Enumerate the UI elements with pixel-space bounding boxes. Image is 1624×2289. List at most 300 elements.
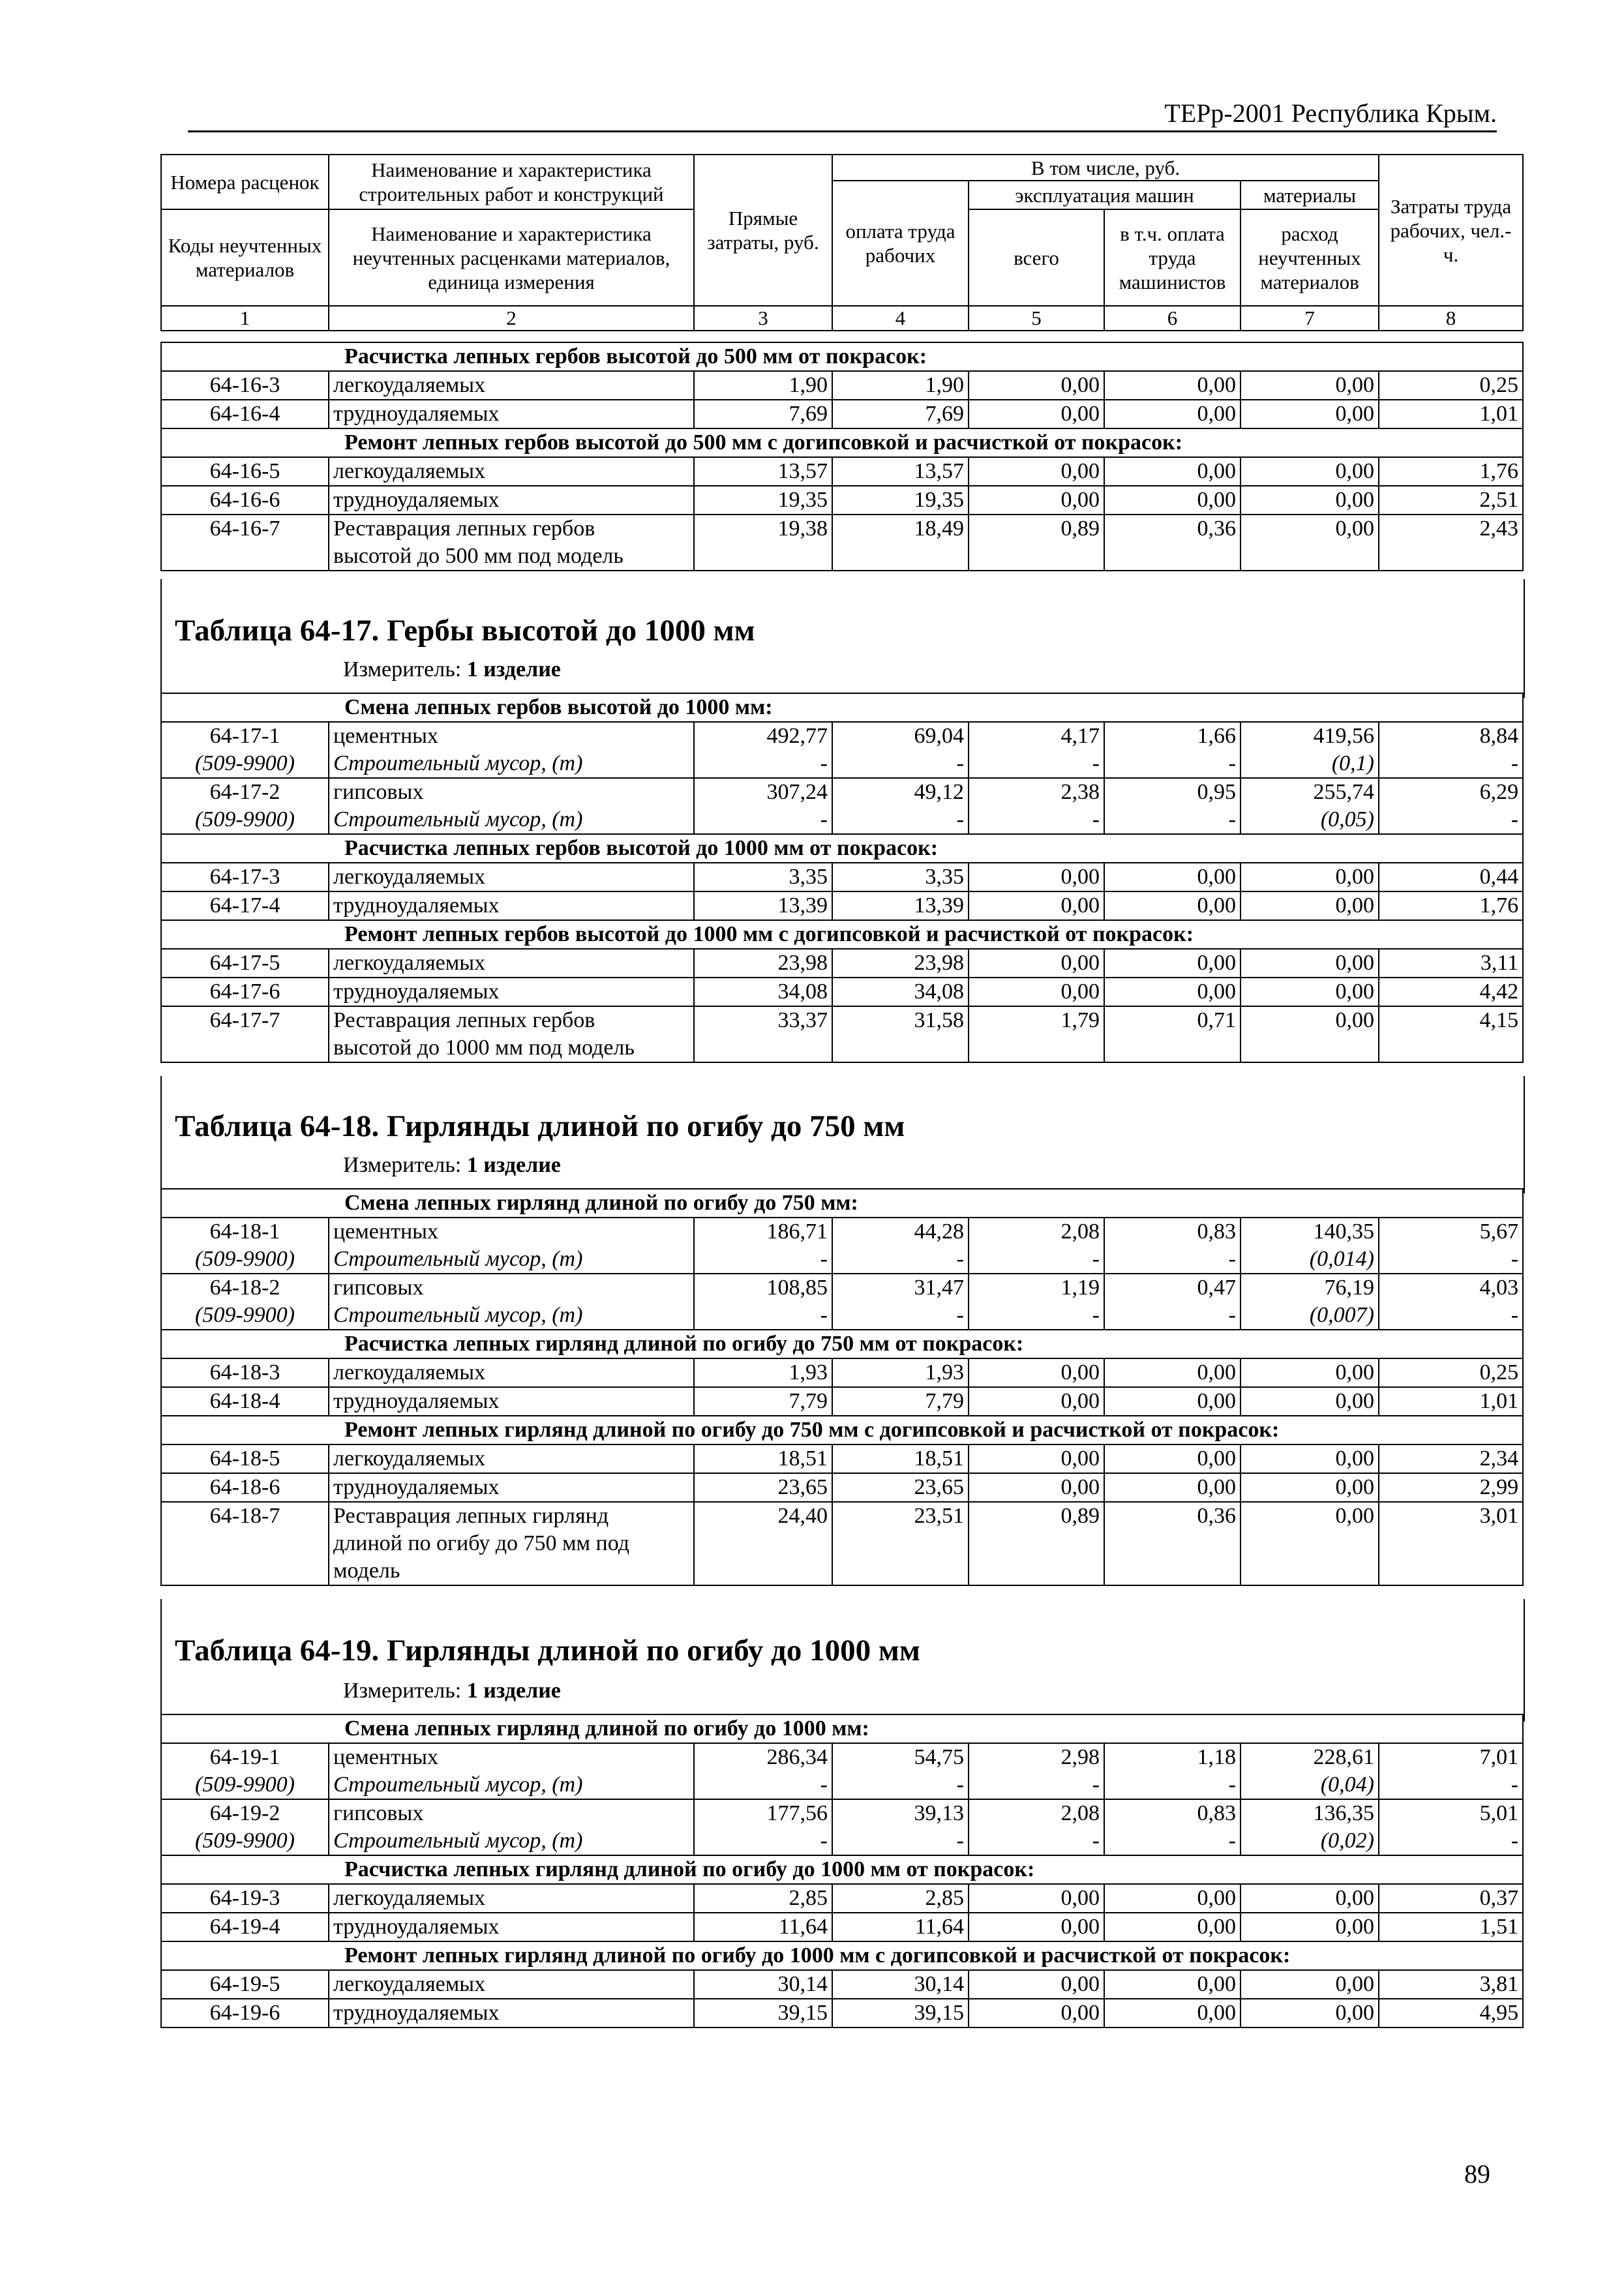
table-row	[161, 515, 1523, 543]
machines-total: 0,00	[969, 1387, 1104, 1416]
section-heading: Смена лепных гербов высотой до 1000 мм:	[161, 693, 1523, 722]
rate-code: 64-16-6	[161, 486, 329, 515]
header-operator-pay: в т.ч. оплата труда машинистов	[1104, 209, 1241, 306]
table-row-continuation	[161, 1034, 1523, 1062]
dash: -	[832, 1302, 969, 1330]
labor-hours: 5,01	[1379, 1799, 1523, 1827]
machines-total: 0,00	[969, 891, 1104, 920]
direct-costs: 1,93	[694, 1358, 832, 1387]
materials: 0,00	[1241, 1006, 1379, 1034]
direct-costs: 23,65	[694, 1473, 832, 1502]
machines-total: 0,00	[969, 1970, 1104, 1999]
table-64-18	[160, 1188, 1524, 1586]
table-64-17	[160, 693, 1524, 1063]
dash: -	[1379, 1827, 1523, 1855]
header-material-consumption: расход неучтенных материалов	[1241, 209, 1379, 306]
worker-pay: 19,35	[832, 486, 969, 515]
worker-pay: 39,15	[832, 1999, 969, 2027]
work-name: трудноудаляемых	[329, 1999, 694, 2027]
column-number: 8	[1379, 306, 1523, 331]
direct-costs: 2,85	[694, 1884, 832, 1913]
table-title-64-19: Таблица 64-19. Гирлянды длиной по огибу до 1000 мм	[175, 1634, 920, 1668]
material-name: Строительный мусор, (т)	[329, 1827, 694, 1855]
materials: 0,00	[1241, 371, 1379, 400]
header-rate-numbers: Номера расценок	[161, 155, 329, 209]
table-row-continuation	[161, 1557, 1523, 1585]
column-number: 4	[832, 306, 969, 331]
labor-hours: 2,34	[1379, 1444, 1523, 1473]
rate-code: 64-16-7	[161, 515, 329, 543]
operator-pay: 0,00	[1104, 1913, 1241, 1941]
column-number: 3	[694, 306, 832, 331]
rate-code: 64-18-2	[161, 1274, 329, 1302]
work-name: трудноудаляемых	[329, 978, 694, 1006]
header-machine-operation: эксплуатация машин	[969, 181, 1241, 209]
measurement-unit: Измеритель: 1 изделие	[343, 1679, 561, 1703]
materials: 0,00	[1241, 400, 1379, 428]
direct-costs: 7,69	[694, 400, 832, 428]
worker-pay: 44,28	[832, 1218, 969, 1246]
worker-pay: 31,58	[832, 1006, 969, 1034]
column-number: 2	[329, 306, 694, 331]
rate-code: 64-18-4	[161, 1387, 329, 1416]
table-row	[161, 371, 1523, 400]
work-name: трудноудаляемых	[329, 1913, 694, 1941]
rate-code: 64-19-5	[161, 1970, 329, 1999]
work-name: легкоудаляемых	[329, 371, 694, 400]
operator-pay: 0,00	[1104, 1970, 1241, 1999]
table-row	[161, 949, 1523, 978]
worker-pay: 3,35	[832, 863, 969, 891]
operator-pay: 0,83	[1104, 1799, 1241, 1827]
materials: 0,00	[1241, 949, 1379, 978]
labor-hours: 1,76	[1379, 891, 1523, 920]
dash: -	[969, 1771, 1104, 1799]
worker-pay: 39,13	[832, 1799, 969, 1827]
materials: 0,00	[1241, 515, 1379, 543]
direct-costs: 19,38	[694, 515, 832, 543]
table-title-64-17: Таблица 64-17. Гербы высотой до 1000 мм	[175, 614, 755, 648]
operator-pay: 0,00	[1104, 400, 1241, 428]
dash: -	[832, 1771, 969, 1799]
work-name: трудноудаляемых	[329, 1473, 694, 1502]
direct-costs: 19,35	[694, 486, 832, 515]
work-name: Реставрация лепных гирлянд	[329, 1502, 694, 1530]
table-64-16-body	[160, 342, 1524, 571]
work-name: трудноудаляемых	[329, 486, 694, 515]
operator-pay: 0,95	[1104, 778, 1241, 806]
dash: -	[969, 1302, 1104, 1330]
material-name: Строительный мусор, (т)	[329, 806, 694, 834]
machines-total: 2,08	[969, 1799, 1104, 1827]
material-code: (509-9900)	[161, 1827, 329, 1855]
material-code: (509-9900)	[161, 1302, 329, 1330]
table-row	[161, 1218, 1523, 1246]
column-number: 7	[1241, 306, 1379, 331]
labor-hours: 0,25	[1379, 1358, 1523, 1387]
work-name: гипсовых	[329, 1274, 694, 1302]
operator-pay: 1,18	[1104, 1743, 1241, 1771]
work-name: гипсовых	[329, 1799, 694, 1827]
column-number: 5	[969, 306, 1104, 331]
labor-hours: 4,15	[1379, 1006, 1523, 1034]
table-row	[161, 1743, 1523, 1771]
work-name: Реставрация лепных гербов	[329, 515, 694, 543]
rate-code: 64-19-1	[161, 1743, 329, 1771]
work-name: легкоудаляемых	[329, 457, 694, 486]
column-number: 6	[1104, 306, 1241, 331]
machines-total: 0,00	[969, 400, 1104, 428]
section-heading: Ремонт лепных гербов высотой до 500 мм с догипсовкой и расчисткой от покрасок:	[161, 428, 1523, 457]
worker-pay: 11,64	[832, 1913, 969, 1941]
operator-pay: 0,00	[1104, 371, 1241, 400]
running-header: ТЕРр-2001 Республика Крым.	[1164, 98, 1497, 128]
direct-costs: 13,39	[694, 891, 832, 920]
materials: 76,19	[1241, 1274, 1379, 1302]
direct-costs: 18,51	[694, 1444, 832, 1473]
worker-pay: 13,57	[832, 457, 969, 486]
work-name: трудноудаляемых	[329, 400, 694, 428]
table-row	[161, 1502, 1523, 1530]
material-code: (509-9900)	[161, 1246, 329, 1274]
work-name: трудноудаляемых	[329, 1387, 694, 1416]
section-heading: Ремонт лепных гирлянд длиной по огибу до 750 мм с догипсовкой и расчисткой от покрасок:	[161, 1416, 1523, 1444]
materials: 0,00	[1241, 1444, 1379, 1473]
machines-total: 2,98	[969, 1743, 1104, 1771]
table-title-64-18: Таблица 64-18. Гирлянды длиной по огибу до 750 мм	[175, 1109, 905, 1143]
section-heading: Расчистка лепных гербов высотой до 500 мм от покрасок:	[161, 342, 1523, 371]
section-heading: Ремонт лепных гербов высотой до 1000 мм с догипсовкой и расчисткой от покрасок:	[161, 920, 1523, 949]
operator-pay: 1,66	[1104, 722, 1241, 750]
rate-code: 64-17-4	[161, 891, 329, 920]
rate-code: 64-17-2	[161, 778, 329, 806]
materials: 0,00	[1241, 1502, 1379, 1530]
materials: 0,00	[1241, 1884, 1379, 1913]
table-row	[161, 1913, 1523, 1941]
operator-pay: 0,00	[1104, 891, 1241, 920]
dash: -	[832, 1827, 969, 1855]
dash: -	[1379, 750, 1523, 778]
measurement-unit: Измеритель: 1 изделие	[343, 657, 561, 681]
work-name: легкоудаляемых	[329, 1970, 694, 1999]
direct-costs: 3,35	[694, 863, 832, 891]
materials: 255,74	[1241, 778, 1379, 806]
rate-code: 64-18-5	[161, 1444, 329, 1473]
material-consumption: (0,02)	[1241, 1827, 1379, 1855]
page-number: 89	[1464, 2159, 1490, 2189]
operator-pay: 0,00	[1104, 486, 1241, 515]
work-name-continuation: длиной по огибу до 750 мм под	[329, 1530, 694, 1557]
operator-pay: 0,83	[1104, 1218, 1241, 1246]
direct-costs: 34,08	[694, 978, 832, 1006]
dash: -	[1104, 1302, 1241, 1330]
dash: -	[694, 1246, 832, 1274]
work-name: цементных	[329, 1743, 694, 1771]
measurement-unit: Измеритель: 1 изделие	[343, 1153, 561, 1177]
operator-pay: 0,00	[1104, 863, 1241, 891]
header-materials: материалы	[1241, 181, 1379, 209]
worker-pay: 23,98	[832, 949, 969, 978]
operator-pay: 0,00	[1104, 1387, 1241, 1416]
labor-hours: 2,99	[1379, 1473, 1523, 1502]
section-heading: Смена лепных гирлянд длиной по огибу до 1000 мм:	[161, 1714, 1523, 1743]
material-row	[161, 750, 1523, 778]
dash: -	[694, 1771, 832, 1799]
dash: -	[969, 1246, 1104, 1274]
work-name: легкоудаляемых	[329, 863, 694, 891]
worker-pay: 23,65	[832, 1473, 969, 1502]
direct-costs: 33,37	[694, 1006, 832, 1034]
material-row	[161, 1771, 1523, 1799]
material-code: (509-9900)	[161, 806, 329, 834]
material-consumption: (0,014)	[1241, 1246, 1379, 1274]
materials: 0,00	[1241, 891, 1379, 920]
labor-hours: 1,01	[1379, 1387, 1523, 1416]
dash: -	[694, 750, 832, 778]
labor-hours: 3,11	[1379, 949, 1523, 978]
machines-total: 0,00	[969, 1444, 1104, 1473]
direct-costs: 7,79	[694, 1387, 832, 1416]
rate-code: 64-17-5	[161, 949, 329, 978]
materials: 0,00	[1241, 978, 1379, 1006]
labor-hours: 2,51	[1379, 486, 1523, 515]
machines-total: 0,00	[969, 371, 1104, 400]
table-row	[161, 457, 1523, 486]
labor-hours: 4,95	[1379, 1999, 1523, 2027]
material-consumption: (0,1)	[1241, 750, 1379, 778]
operator-pay: 0,00	[1104, 1884, 1241, 1913]
table-row	[161, 1358, 1523, 1387]
worker-pay: 34,08	[832, 978, 969, 1006]
material-consumption: (0,007)	[1241, 1302, 1379, 1330]
machines-total: 1,79	[969, 1006, 1104, 1034]
header-rule	[188, 130, 1497, 132]
header-direct-costs: Прямые затраты, руб.	[694, 155, 832, 306]
machines-total: 0,00	[969, 949, 1104, 978]
materials: 0,00	[1241, 1913, 1379, 1941]
machines-total: 0,00	[969, 863, 1104, 891]
work-name: легкоудаляемых	[329, 949, 694, 978]
dash: -	[694, 1827, 832, 1855]
rate-code: 64-19-6	[161, 1999, 329, 2027]
dash: -	[832, 1246, 969, 1274]
material-row	[161, 806, 1523, 834]
direct-costs: 24,40	[694, 1502, 832, 1530]
table-row	[161, 1999, 1523, 2027]
work-name: легкоудаляемых	[329, 1358, 694, 1387]
dash: -	[1104, 1827, 1241, 1855]
rate-code: 64-16-3	[161, 371, 329, 400]
operator-pay: 0,00	[1104, 1444, 1241, 1473]
rate-code: 64-18-7	[161, 1502, 329, 1530]
header-machines-total: всего	[969, 209, 1104, 306]
work-name: трудноудаляемых	[329, 891, 694, 920]
operator-pay: 0,47	[1104, 1274, 1241, 1302]
operator-pay: 0,00	[1104, 949, 1241, 978]
operator-pay: 0,00	[1104, 1358, 1241, 1387]
materials: 0,00	[1241, 863, 1379, 891]
worker-pay: 69,04	[832, 722, 969, 750]
material-row	[161, 1827, 1523, 1855]
worker-pay: 49,12	[832, 778, 969, 806]
labor-hours: 0,25	[1379, 371, 1523, 400]
work-name-continuation: модель	[329, 1557, 694, 1585]
work-name: легкоудаляемых	[329, 1444, 694, 1473]
labor-hours: 1,76	[1379, 457, 1523, 486]
table-row	[161, 1884, 1523, 1913]
materials: 136,35	[1241, 1799, 1379, 1827]
labor-hours: 1,01	[1379, 400, 1523, 428]
dash: -	[1379, 806, 1523, 834]
material-name: Строительный мусор, (т)	[329, 1771, 694, 1799]
direct-costs: 39,15	[694, 1999, 832, 2027]
machines-total: 0,00	[969, 457, 1104, 486]
column-header-table	[160, 154, 1524, 331]
machines-total: 2,38	[969, 778, 1104, 806]
worker-pay: 1,93	[832, 1358, 969, 1387]
dash: -	[694, 1302, 832, 1330]
header-unaccounted-name: Наименование и характеристика неучтенных расценками материалов, единица измерения	[329, 209, 694, 306]
work-name: цементных	[329, 722, 694, 750]
materials: 0,00	[1241, 1358, 1379, 1387]
header-labor-hours: Затраты труда рабочих, чел.-ч.	[1379, 155, 1523, 306]
section-heading: Расчистка лепных гирлянд длиной по огибу до 1000 мм от покрасок:	[161, 1855, 1523, 1884]
machines-total: 4,17	[969, 722, 1104, 750]
worker-pay: 7,79	[832, 1387, 969, 1416]
dash: -	[832, 750, 969, 778]
rate-code: 64-19-2	[161, 1799, 329, 1827]
worker-pay: 1,90	[832, 371, 969, 400]
machines-total: 0,89	[969, 515, 1104, 543]
table-row-continuation	[161, 1530, 1523, 1557]
dash: -	[969, 1827, 1104, 1855]
worker-pay: 23,51	[832, 1502, 969, 1530]
materials: 0,00	[1241, 1387, 1379, 1416]
materials: 140,35	[1241, 1218, 1379, 1246]
direct-costs: 307,24	[694, 778, 832, 806]
worker-pay: 7,69	[832, 400, 969, 428]
materials: 0,00	[1241, 486, 1379, 515]
worker-pay: 18,49	[832, 515, 969, 543]
machines-total: 0,89	[969, 1502, 1104, 1530]
labor-hours: 4,42	[1379, 978, 1523, 1006]
section-heading: Расчистка лепных гирлянд длиной по огибу до 750 мм от покрасок:	[161, 1330, 1523, 1358]
table-row	[161, 1444, 1523, 1473]
labor-hours: 4,03	[1379, 1274, 1523, 1302]
worker-pay: 30,14	[832, 1970, 969, 1999]
machines-total: 0,00	[969, 1473, 1104, 1502]
material-code: (509-9900)	[161, 1771, 329, 1799]
table-row	[161, 400, 1523, 428]
machines-total: 1,19	[969, 1274, 1104, 1302]
table-row	[161, 1274, 1523, 1302]
direct-costs: 13,57	[694, 457, 832, 486]
rate-code: 64-17-7	[161, 1006, 329, 1034]
table-row	[161, 863, 1523, 891]
dash: -	[1104, 750, 1241, 778]
table-row	[161, 1799, 1523, 1827]
table-row	[161, 1473, 1523, 1502]
direct-costs: 23,98	[694, 949, 832, 978]
material-row	[161, 1302, 1523, 1330]
table-row	[161, 891, 1523, 920]
machines-total: 0,00	[969, 1884, 1104, 1913]
dash: -	[1379, 1246, 1523, 1274]
operator-pay: 0,36	[1104, 515, 1241, 543]
direct-costs: 1,90	[694, 371, 832, 400]
machines-total: 0,00	[969, 1913, 1104, 1941]
rate-code: 64-17-6	[161, 978, 329, 1006]
direct-costs: 177,56	[694, 1799, 832, 1827]
material-consumption: (0,04)	[1241, 1771, 1379, 1799]
rate-code: 64-19-4	[161, 1913, 329, 1941]
material-consumption: (0,05)	[1241, 806, 1379, 834]
worker-pay: 54,75	[832, 1743, 969, 1771]
material-code: (509-9900)	[161, 750, 329, 778]
rate-code: 64-17-3	[161, 863, 329, 891]
labor-hours: 3,81	[1379, 1970, 1523, 1999]
work-name: легкоудаляемых	[329, 1884, 694, 1913]
work-name: цементных	[329, 1218, 694, 1246]
work-name-continuation: высотой до 1000 мм под модель	[329, 1034, 694, 1062]
worker-pay: 13,39	[832, 891, 969, 920]
machines-total: 0,00	[969, 1999, 1104, 2027]
rate-code: 64-19-3	[161, 1884, 329, 1913]
table-row	[161, 1006, 1523, 1034]
labor-hours: 7,01	[1379, 1743, 1523, 1771]
labor-hours: 6,29	[1379, 778, 1523, 806]
dash: -	[1379, 1771, 1523, 1799]
dash: -	[969, 806, 1104, 834]
operator-pay: 0,00	[1104, 1999, 1241, 2027]
materials: 228,61	[1241, 1743, 1379, 1771]
machines-total: 0,00	[969, 978, 1104, 1006]
materials: 0,00	[1241, 457, 1379, 486]
rate-code: 64-18-3	[161, 1358, 329, 1387]
labor-hours: 1,51	[1379, 1913, 1523, 1941]
dash: -	[1104, 1771, 1241, 1799]
table-row	[161, 978, 1523, 1006]
dash: -	[1379, 1302, 1523, 1330]
dash: -	[1104, 1246, 1241, 1274]
work-name: Реставрация лепных гербов	[329, 1006, 694, 1034]
machines-total: 2,08	[969, 1218, 1104, 1246]
labor-hours: 2,43	[1379, 515, 1523, 543]
worker-pay: 18,51	[832, 1444, 969, 1473]
direct-costs: 186,71	[694, 1218, 832, 1246]
work-name: гипсовых	[329, 778, 694, 806]
work-name-continuation: высотой до 500 мм под модель	[329, 543, 694, 571]
material-name: Строительный мусор, (т)	[329, 750, 694, 778]
labor-hours: 5,67	[1379, 1218, 1523, 1246]
rate-code: 64-18-6	[161, 1473, 329, 1502]
header-worker-pay: оплата труда рабочих	[832, 181, 969, 306]
dash: -	[1104, 806, 1241, 834]
dash: -	[969, 750, 1104, 778]
section-heading: Ремонт лепных гирлянд длиной по огибу до 1000 мм с догипсовкой и расчисткой от покрасок:	[161, 1941, 1523, 1970]
operator-pay: 0,00	[1104, 457, 1241, 486]
direct-costs: 492,77	[694, 722, 832, 750]
labor-hours: 3,01	[1379, 1502, 1523, 1530]
operator-pay: 0,71	[1104, 1006, 1241, 1034]
table-64-19	[160, 1714, 1524, 2028]
header-work-name: Наименование и характеристика строительных работ и конструкций	[329, 155, 694, 209]
table-row-continuation	[161, 543, 1523, 571]
dash: -	[832, 806, 969, 834]
column-number: 1	[161, 306, 329, 331]
table-row	[161, 1387, 1523, 1416]
materials: 0,00	[1241, 1473, 1379, 1502]
